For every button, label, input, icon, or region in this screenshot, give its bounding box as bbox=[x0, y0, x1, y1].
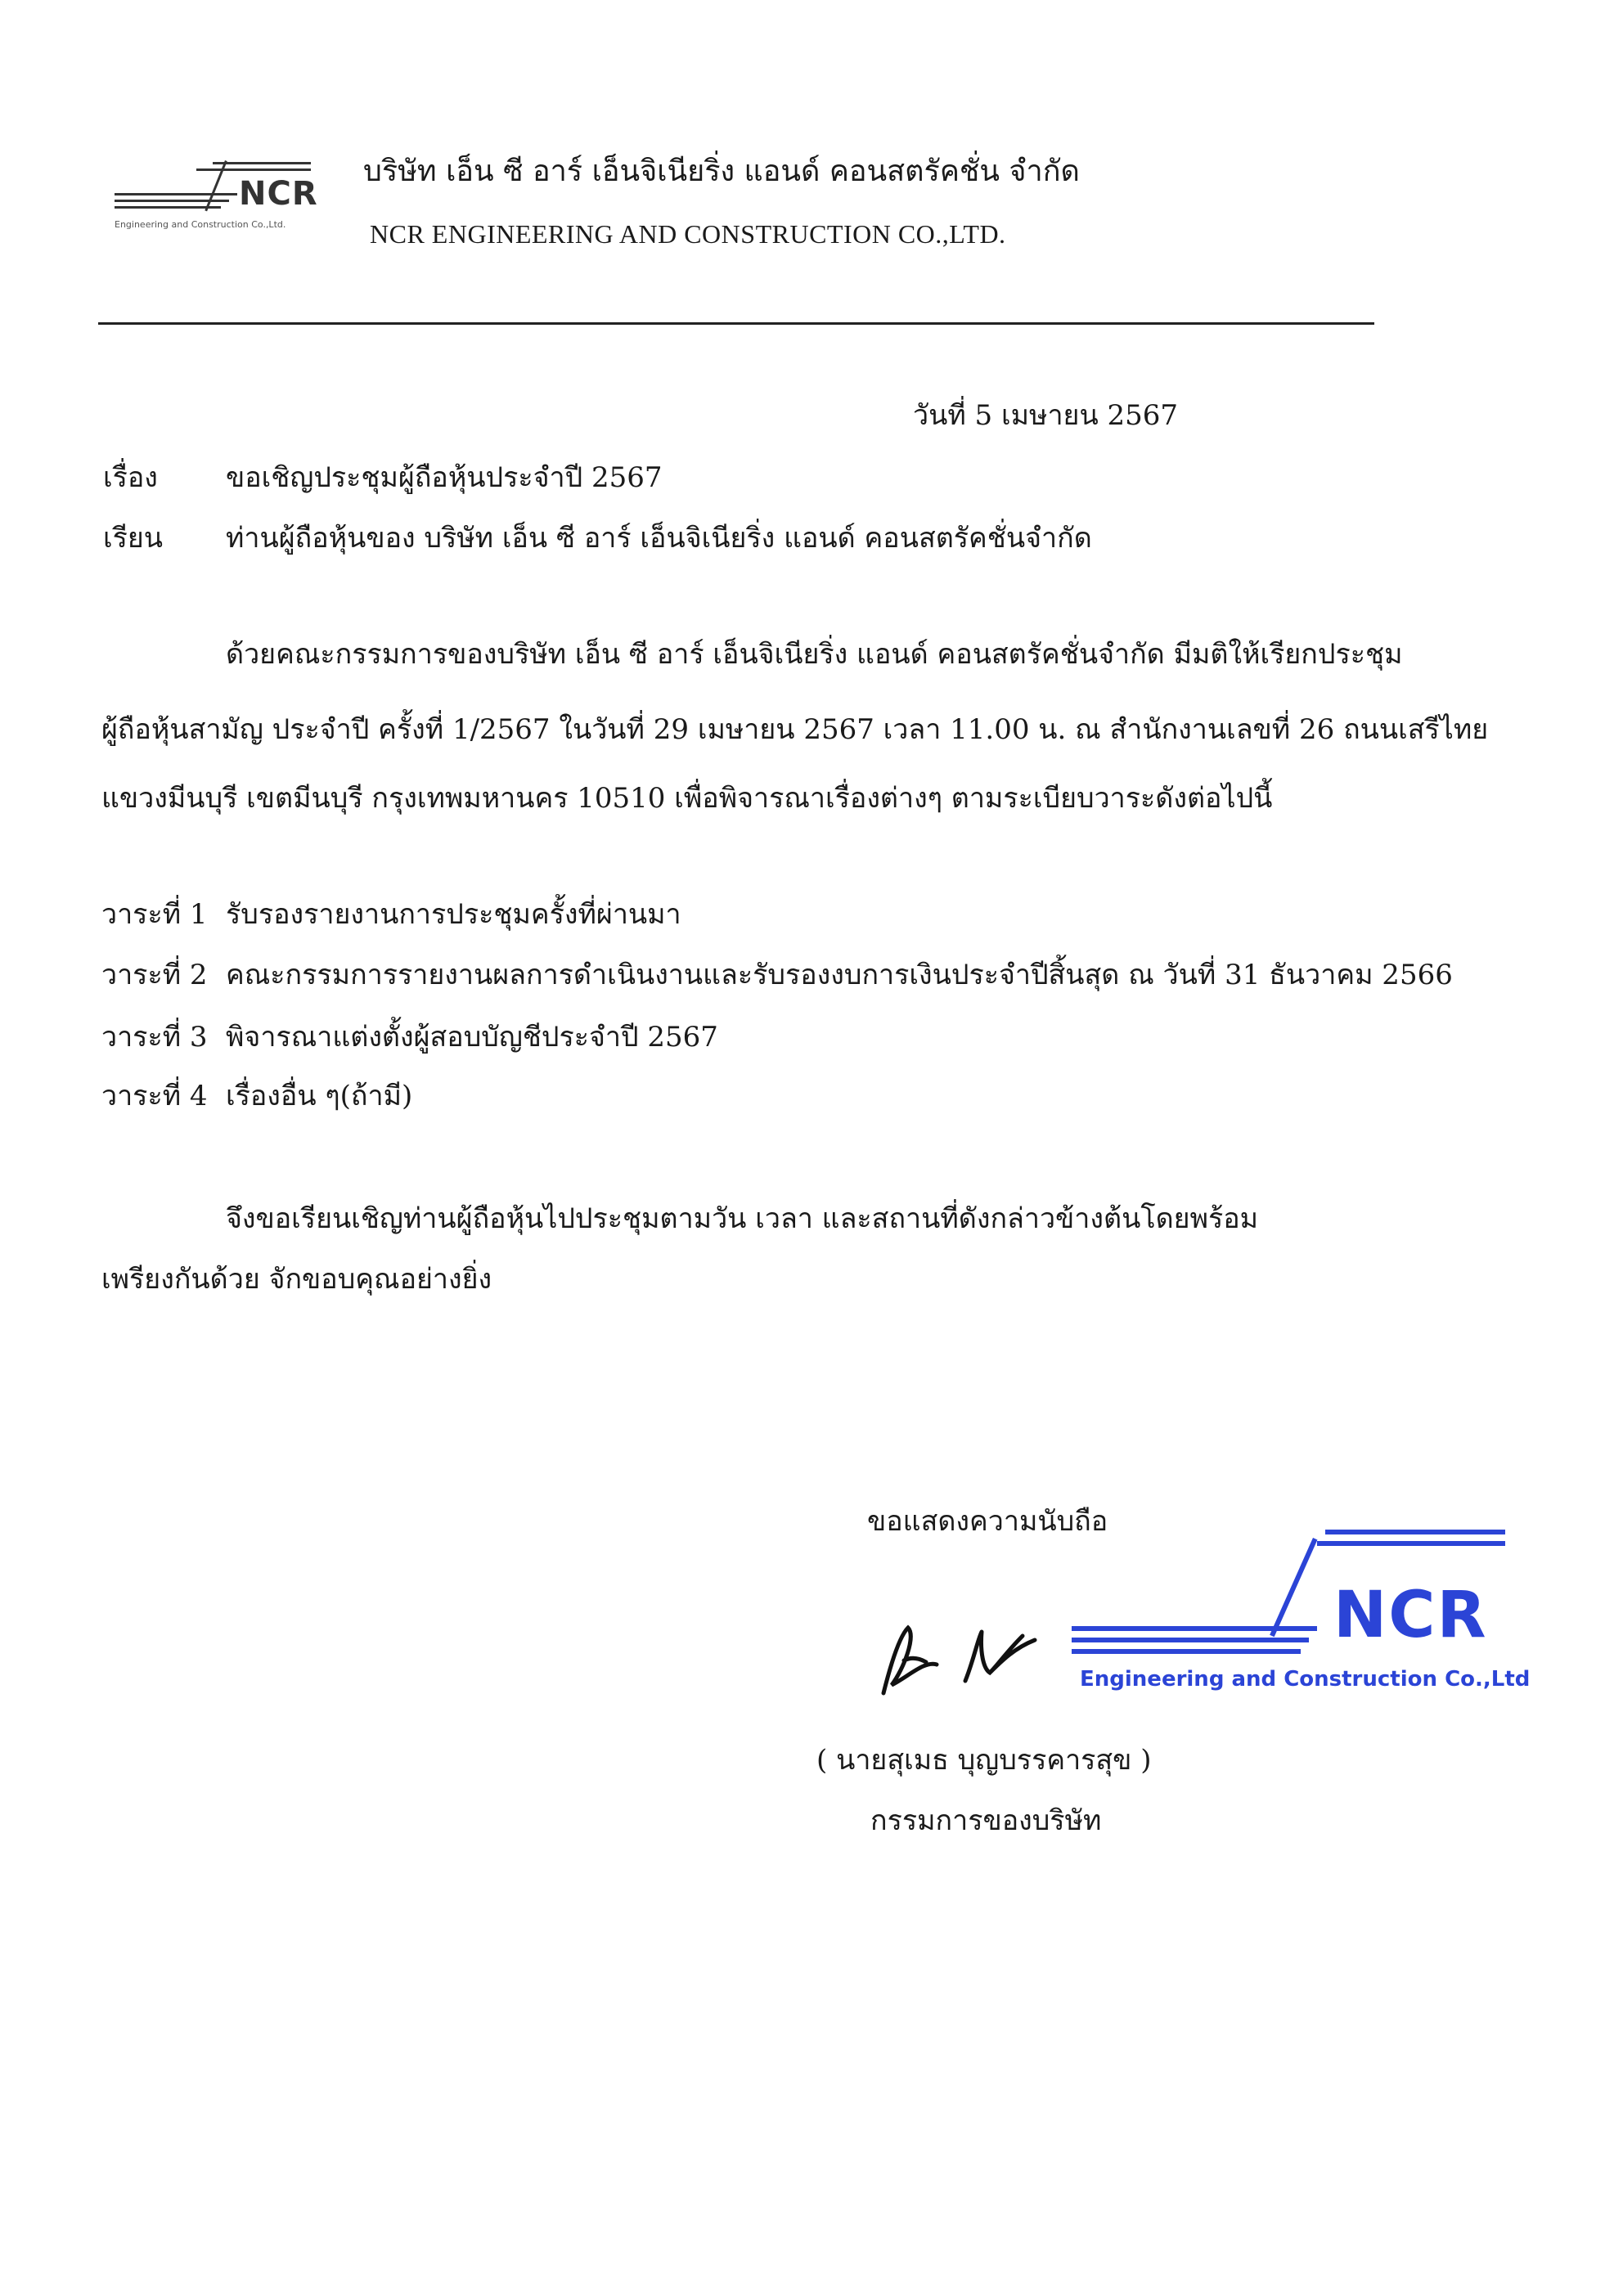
agenda-item bbox=[101, 959, 1453, 991]
paragraph1-line1: ด้วยคณะกรรมการของบริษัท เอ็น ซี อาร์ เอ็นจิเนียริ่ง แอนด์ คอนสตรัคชั่นจำกัด มีมติให้เรียกประชุม bbox=[226, 638, 1403, 671]
agenda-item bbox=[101, 1080, 412, 1112]
agenda-item bbox=[101, 898, 681, 931]
logo-subtitle: Engineering and Construction Co.,Ltd. bbox=[115, 219, 286, 230]
company-logo bbox=[115, 157, 319, 231]
subject-line bbox=[103, 461, 663, 494]
agenda-text: เรื่องอื่น ๆ(ถ้ามี) bbox=[226, 1080, 413, 1112]
agenda-text: พิจารณาแต่งตั้งผู้สอบบัญชีประจำปี 2567 bbox=[226, 1021, 718, 1054]
agenda-label: วาระที่ 4 bbox=[101, 1080, 208, 1112]
company-name-english: NCR ENGINEERING AND CONSTRUCTION CO.,LTD. bbox=[370, 219, 1006, 249]
stamp-text: NCR bbox=[1333, 1579, 1488, 1652]
paragraph1-line3: แขวงมีนบุรี เขตมีนบุรี กรุงเทพมหานคร 10510 เพื่อพิจารณาเรื่องต่างๆ ตามระเบียบวาระดังต่อไปนี้ bbox=[101, 782, 1273, 815]
agenda-label: วาระที่ 3 bbox=[101, 1021, 208, 1054]
recipient-label: เรียน bbox=[103, 522, 164, 555]
agenda-label: วาระที่ 1 bbox=[101, 898, 208, 931]
agenda-label: วาระที่ 2 bbox=[101, 959, 208, 991]
stamp-subtitle: Engineering and Construction Co.,Ltd bbox=[1080, 1667, 1531, 1692]
company-name-thai: บริษัท เอ็น ซี อาร์ เอ็นจิเนียริ่ง แอนด์ คอนสตรัคชั่น จำกัด bbox=[363, 155, 1080, 188]
company-stamp bbox=[1072, 1530, 1531, 1701]
subject-text: ขอเชิญประชุมผู้ถือหุ้นประจำปี 2567 bbox=[226, 461, 663, 494]
logo-text: NCR bbox=[239, 175, 318, 213]
closing-text: ขอแสดงความนับถือ bbox=[867, 1505, 1108, 1538]
signer-name: ( นายสุเมธ บุญบรรคารสุข ) bbox=[816, 1744, 1152, 1777]
header-divider bbox=[98, 322, 1374, 325]
paragraph2-line1: จึงขอเรียนเชิญท่านผู้ถือหุ้นไปประชุมตามวัน เวลา และสถานที่ดังกล่าวข้างต้นโดยพร้อม bbox=[226, 1202, 1259, 1235]
agenda-text: คณะกรรมการรายงานผลการดำเนินงานและรับรองงบการเงินประจำปีสิ้นสุด ณ วันที่ 31 ธันวาคม 2566 bbox=[226, 959, 1453, 991]
recipient-line bbox=[103, 522, 1092, 555]
letter-date: วันที่ 5 เมษายน 2567 bbox=[913, 399, 1179, 432]
subject-label: เรื่อง bbox=[103, 461, 158, 494]
agenda-item bbox=[101, 1021, 718, 1054]
paragraph1-line2: ผู้ถือหุ้นสามัญ ประจำปี ครั้งที่ 1/2567 ในวันที่ 29 เมษายน 2567 เวลา 11.00 น. ณ สำนักงานเลขที่ 26 ถนนเสรีไทย bbox=[101, 713, 1489, 746]
signature-icon bbox=[867, 1603, 1063, 1710]
paragraph2-line2: เพรียงกันด้วย จักขอบคุณอย่างยิ่ง bbox=[101, 1263, 492, 1296]
agenda-text: รับรองรายงานการประชุมครั้งที่ผ่านมา bbox=[226, 898, 681, 931]
signer-title: กรรมการของบริษัท bbox=[870, 1804, 1102, 1837]
recipient-text: ท่านผู้ถือหุ้นของ บริษัท เอ็น ซี อาร์ เอ็นจิเนียริ่ง แอนด์ คอนสตรัคชั่นจำกัด bbox=[226, 522, 1092, 555]
